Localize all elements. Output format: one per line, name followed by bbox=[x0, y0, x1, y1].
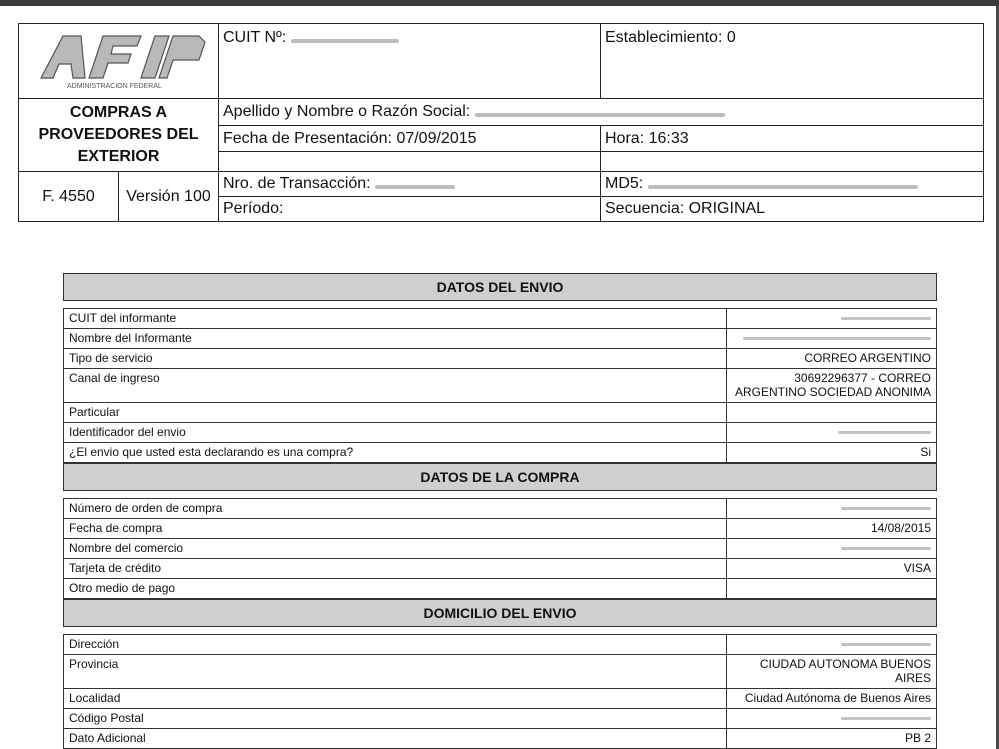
row-value: Si bbox=[727, 443, 937, 463]
afip-logo-icon bbox=[23, 26, 213, 92]
hora: Hora: 16:33 bbox=[601, 126, 984, 152]
row-label: Número de orden de compra bbox=[64, 499, 727, 519]
md5-label: MD5: bbox=[605, 175, 644, 192]
row-label: Otro medio de pago bbox=[64, 579, 727, 599]
table-row bbox=[64, 729, 937, 749]
row-label: Fecha de compra bbox=[64, 519, 727, 539]
establecimiento: Establecimiento: 0 bbox=[601, 24, 984, 99]
md5-value bbox=[648, 175, 918, 193]
table-row bbox=[64, 709, 937, 729]
row-label: Identificador del envio bbox=[64, 423, 727, 443]
row-label: Provincia bbox=[64, 655, 727, 689]
form-version: Versión 100 bbox=[119, 172, 219, 222]
row-value bbox=[727, 539, 937, 559]
table-row bbox=[64, 655, 937, 689]
row-value: VISA bbox=[727, 559, 937, 579]
row-label: ¿El envio que usted esta declarando es una compra? bbox=[64, 443, 727, 463]
row-value bbox=[727, 309, 937, 329]
row-value bbox=[727, 709, 937, 729]
section-title-domicilio: DOMICILIO DEL ENVIO bbox=[63, 599, 937, 627]
row-value bbox=[727, 423, 937, 443]
table-row bbox=[64, 369, 937, 403]
row-value bbox=[727, 635, 937, 655]
row-label: Canal de ingreso bbox=[64, 369, 727, 403]
row-label: Código Postal bbox=[64, 709, 727, 729]
table-domicilio bbox=[63, 634, 937, 749]
transaccion-value bbox=[375, 175, 455, 193]
table-row bbox=[64, 443, 937, 463]
row-value: CIUDAD AUTONOMA BUENOS AIRES bbox=[727, 655, 937, 689]
blank-cell bbox=[601, 152, 984, 172]
row-label: CUIT del informante bbox=[64, 309, 727, 329]
row-label: Tipo de servicio bbox=[64, 349, 727, 369]
section-title-compra: DATOS DE LA COMPRA bbox=[63, 463, 937, 491]
transaccion-cell bbox=[219, 172, 601, 197]
form-title: COMPRAS A PROVEEDORES DEL EXTERIOR bbox=[19, 99, 219, 172]
row-value bbox=[727, 403, 937, 423]
cuit-label: CUIT Nº: bbox=[223, 29, 287, 46]
cuit-value bbox=[291, 29, 400, 47]
row-value: Ciudad Autónoma de Buenos Aires bbox=[727, 689, 937, 709]
table-envio bbox=[63, 308, 937, 463]
afip-logo bbox=[19, 24, 219, 99]
section-title-envio: DATOS DEL ENVIO bbox=[63, 273, 937, 301]
row-label: Dato Adicional bbox=[64, 729, 727, 749]
table-row bbox=[64, 559, 937, 579]
table-row bbox=[64, 423, 937, 443]
cuit-cell bbox=[219, 24, 601, 99]
row-label: Dirección bbox=[64, 635, 727, 655]
table-compra bbox=[63, 498, 937, 599]
table-row bbox=[64, 329, 937, 349]
secuencia: Secuencia: ORIGINAL bbox=[601, 197, 984, 222]
row-value: 14/08/2015 bbox=[727, 519, 937, 539]
table-row bbox=[64, 349, 937, 369]
row-value bbox=[727, 329, 937, 349]
periodo: Período: bbox=[219, 197, 601, 222]
row-value: CORREO ARGENTINO bbox=[727, 349, 937, 369]
table-row bbox=[64, 579, 937, 599]
row-label: Tarjeta de crédito bbox=[64, 559, 727, 579]
row-value bbox=[727, 499, 937, 519]
razon-social-cell bbox=[219, 99, 984, 126]
form-header bbox=[18, 23, 983, 222]
fecha-presentacion: Fecha de Presentación: 07/09/2015 bbox=[219, 126, 601, 152]
table-row bbox=[64, 519, 937, 539]
table-row bbox=[64, 499, 937, 519]
row-label: Localidad bbox=[64, 689, 727, 709]
form-number: F. 4550 bbox=[19, 172, 119, 222]
md5-cell bbox=[601, 172, 984, 197]
table-row bbox=[64, 689, 937, 709]
viewer-top-bar bbox=[0, 0, 999, 6]
table-row bbox=[64, 309, 937, 329]
row-label: Particular bbox=[64, 403, 727, 423]
row-value bbox=[727, 579, 937, 599]
row-value: 30692296377 - CORREO ARGENTINO SOCIEDAD ANONIMA bbox=[727, 369, 937, 403]
row-label: Nombre del Informante bbox=[64, 329, 727, 349]
table-row bbox=[64, 403, 937, 423]
svg-text:ADMINISTRACION FEDERAL: ADMINISTRACION FEDERAL bbox=[67, 82, 162, 90]
razon-social-label: Apellido y Nombre o Razón Social: bbox=[223, 103, 471, 120]
form-body bbox=[63, 273, 937, 749]
razon-social-value bbox=[475, 103, 726, 121]
row-label: Nombre del comercio bbox=[64, 539, 727, 559]
table-row bbox=[64, 635, 937, 655]
row-value: PB 2 bbox=[727, 729, 937, 749]
transaccion-label: Nro. de Transacción: bbox=[223, 175, 371, 192]
blank-cell bbox=[219, 152, 601, 172]
table-row bbox=[64, 539, 937, 559]
